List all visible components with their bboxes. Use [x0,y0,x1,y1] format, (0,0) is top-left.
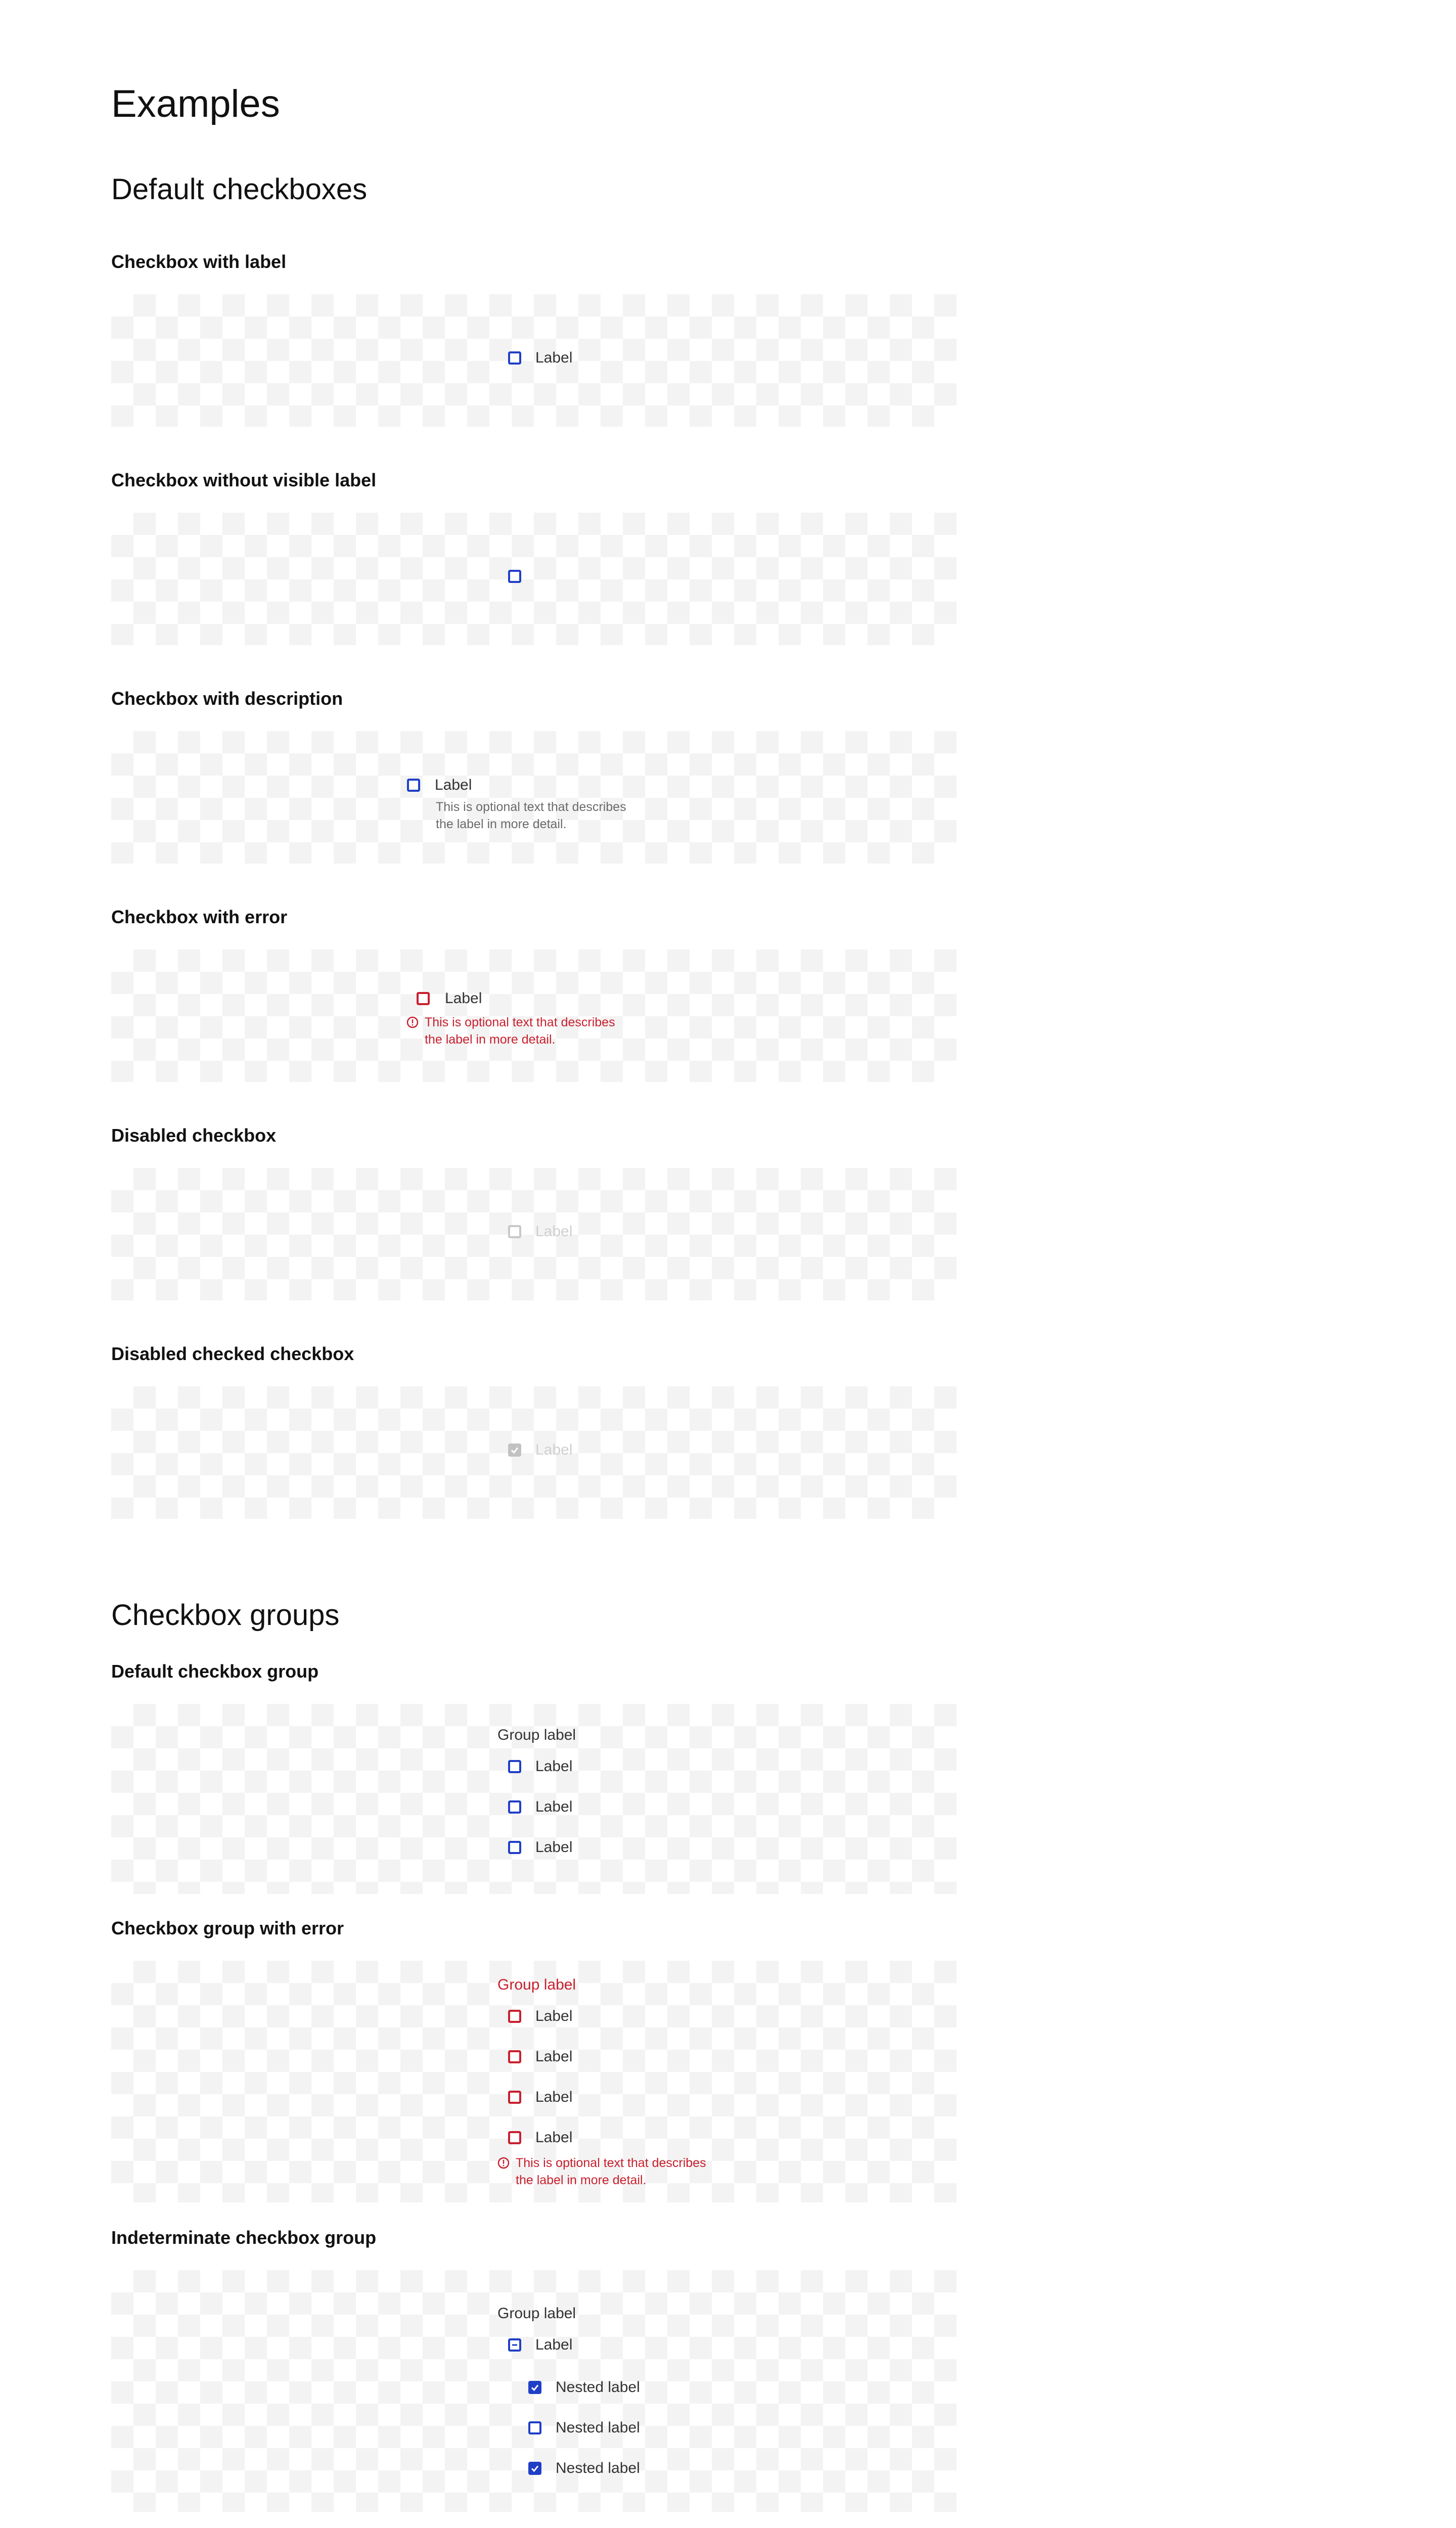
checkbox-indeterminate[interactable] [508,2338,521,2352]
checkbox[interactable] [508,2050,521,2063]
section-title-default: Default checkboxes [111,173,368,206]
checkbox-label: Label [535,1798,573,1815]
checkbox[interactable] [508,2091,521,2104]
checkbox[interactable] [508,1760,521,1773]
error-message: the label in more detail. [425,1032,556,1047]
example-canvas-error-group [111,1961,957,2202]
checkbox-label: Label [535,2048,573,2065]
example-canvas-without-label [111,513,957,645]
group-label: Group label [497,1976,576,1993]
check-icon [530,2464,539,2473]
example-canvas-indeterminate-group [111,2270,957,2512]
checkbox-description: the label in more detail. [436,817,567,831]
page-title: Examples [111,82,280,125]
checkbox-label: Label [535,2129,573,2146]
example-title-error-group: Checkbox group with error [111,1918,344,1938]
checkbox-disabled [508,1225,521,1238]
section-title-groups: Checkbox groups [111,1599,340,1632]
error-message: This is optional text that describes [516,2156,706,2170]
example-title-with-description: Checkbox with description [111,688,343,709]
checkbox[interactable] [508,1841,521,1854]
group-label: Group label [497,1727,576,1743]
example-title-with-label: Checkbox with label [111,251,287,272]
checkbox[interactable] [528,2421,541,2434]
error-icon [406,1016,419,1028]
example-title-disabled-checked: Disabled checked checkbox [111,1343,354,1364]
checkbox-label: Label [435,777,472,793]
checkbox-label: Nested label [556,2460,640,2476]
checkbox-checked[interactable] [528,2381,541,2394]
example-canvas-with-label [111,294,957,427]
example-canvas-with-description [111,731,957,864]
checkbox[interactable] [407,779,420,792]
error-icon [497,2157,510,2169]
group-label: Group label [497,2305,576,2322]
checkbox[interactable] [508,351,521,365]
error-message: This is optional text that describes [425,1015,615,1029]
example-title-disabled: Disabled checkbox [111,1125,277,1146]
checkbox-label: Label [535,2336,573,2353]
checkbox[interactable] [508,2010,521,2023]
checkbox-label: Nested label [556,2419,640,2436]
checkbox-label: Nested label [556,2379,640,2396]
example-title-with-error: Checkbox with error [111,907,288,927]
error-message: the label in more detail. [516,2173,647,2187]
checkbox-label: Label [535,349,573,366]
checkbox-label: Label [535,2089,573,2105]
check-icon [530,2383,539,2392]
checkbox[interactable] [508,570,521,583]
checkbox-disabled-checked [508,1443,521,1457]
checkbox-label: Label [445,990,482,1007]
checkbox[interactable] [508,1800,521,1814]
example-canvas-disabled-checked [111,1386,957,1519]
checkbox[interactable] [417,992,430,1005]
checkbox[interactable] [508,2131,521,2144]
example-canvas-with-error [111,950,957,1082]
checkbox-label: Label [535,2008,573,2024]
example-title-without-label: Checkbox without visible label [111,470,377,490]
example-canvas-default-group [111,1704,957,1894]
checkbox-label: Label [535,1758,573,1775]
checkbox-label: Label [535,1839,573,1856]
check-icon [510,1446,519,1455]
checkbox-label: Label [535,1441,573,1458]
minus-icon [510,2340,519,2350]
checkbox-checked[interactable] [528,2462,541,2475]
example-title-default-group: Default checkbox group [111,1661,319,1682]
example-canvas-disabled [111,1168,957,1300]
checkbox-description: This is optional text that describes [436,800,626,814]
example-title-indeterminate-group: Indeterminate checkbox group [111,2227,377,2248]
checkbox-label: Label [535,1223,573,1240]
